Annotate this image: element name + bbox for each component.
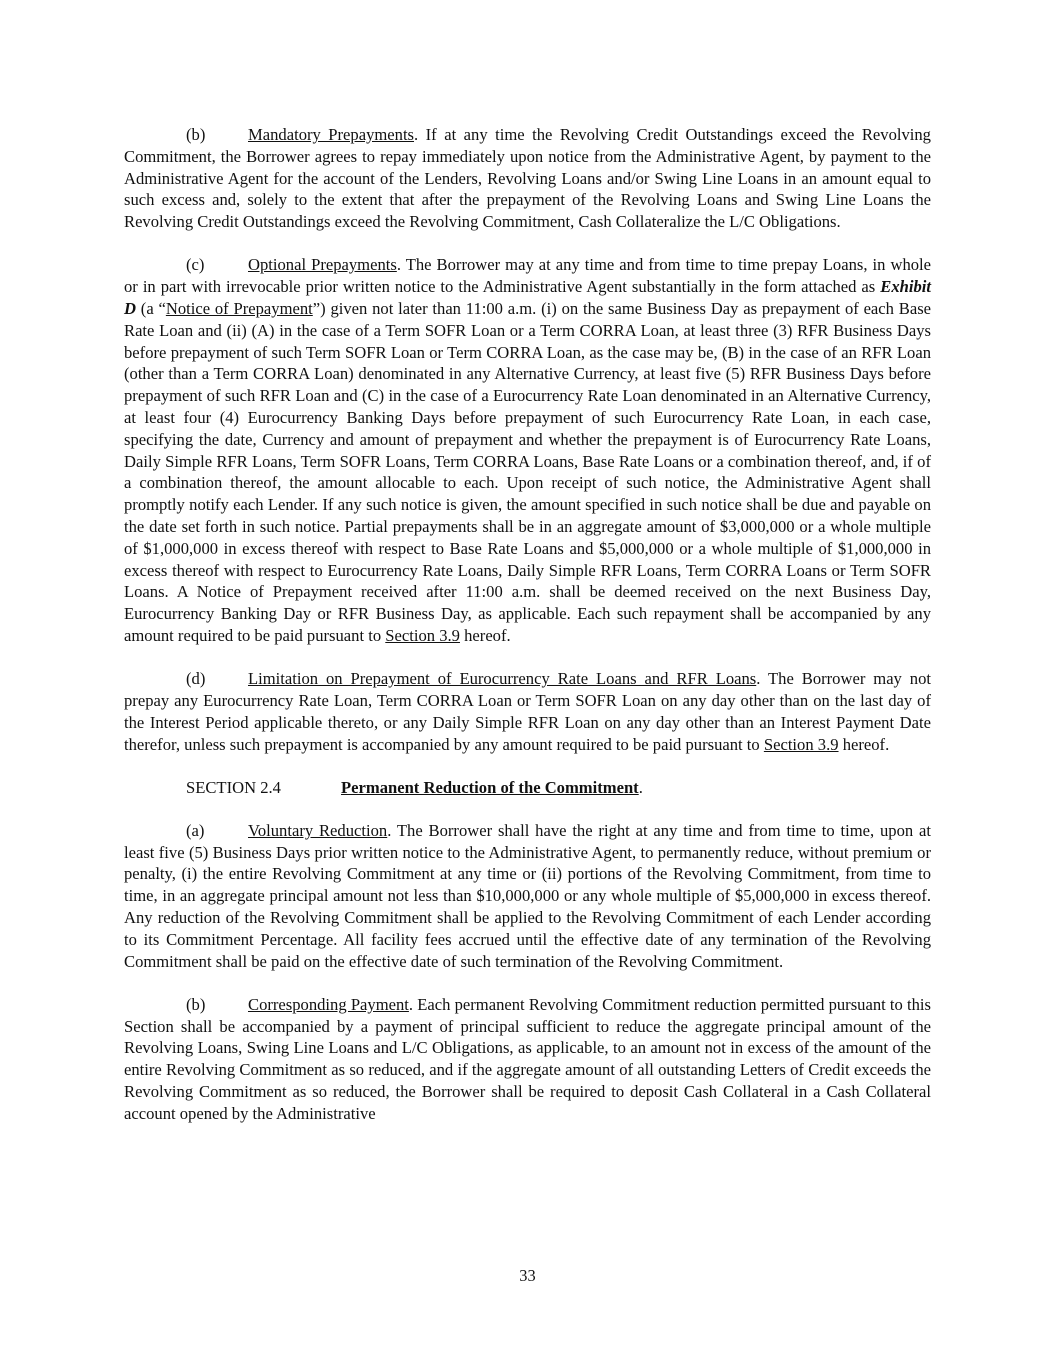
document-page [124,124,931,1146]
paragraph-corresponding-payment: (b) Corresponding Payment. Each permanent Revolving Commitment reduction permitted pursuant to this Section shall be accompanied by a payment of principal sufficient to reduce the aggregate principal amount of the Revolving Loans, Swing Line Loans and L/C Obligations, as applicable, to an amount not in excess of the amount of the entire Revolving Commitment as so reduced, and if the aggregate amount of all outstanding Letters of Credit exceeds the Revolving Commitment as so reduced, the Borrower shall be required to deposit Cash Collateral in a Cash Collateral account opened by the Administrative [124,994,931,1123]
paragraph-voluntary-reduction: (a) Voluntary Reduction. The Borrower shall have the right at any time and from time to time, upon at least five (5) Business Days prior written notice to the Administrative Agent, to permanently reduce, without premium or penalty, (i) the entire Revolving Commitment at any time or (ii) portions of the Revolving Commitment, from time to time, in an aggregate principal amount not less than $10,000,000 or any whole multiple of $5,000,000 in excess thereof. Any reduction of the Revolving Commitment shall be applied to the Revolving Commitment of each Lender according to its Commitment Percentage. All facility fees accrued until the effective date of any termination of the Revolving Commitment shall be paid on the effective date of such termination of the Revolving Commitment. [124,820,932,971]
section-heading: SECTION 2.4 Permanent Reduction of the Commitment. [186,777,643,797]
paragraph-label: (b) [186,125,206,144]
paragraph-mandatory-prepayments: (b) Mandatory Prepayments. If at any time the Revolving Credit Outstandings exceed the Revolving Commitment, the Borrower agrees to repay immediately upon notice from the Administrative Agent, by payment to the Administrative Agent for the account of the Lenders, Revolving Loans and/or Swing Line Loans in an amount equal to such excess and, solely to the extent that after the prepayment of the Revolving Loans and Swing Line Loans the Revolving Credit Outstandings exceed the Revolving Commitment, Cash Collateralize the L/C Obligations. [124,125,931,232]
defined-term: Notice of Prepayment [165,298,313,318]
paragraph-label: (a) [186,820,205,840]
paragraph-label: (d) [186,669,206,689]
paragraph-body: If at any time the Revolving Credit Outstandings exceed the Revolving Commitment, the Borrower agrees to repay immediately upon notice from the Administrative Agent, by payment to the Administrative Agent for the account of the Lenders, Revolving Loans and/or Swing Line Loans in an amount equal to such excess and, solely to the extent that after the prepayment of the Revolving Loans and Swing Line Loans the Revolving Credit Outstandings exceed the Revolving Commitment, Cash Collateralize the L/C Obligations. [124,125,931,232]
paragraph-label: (c) [186,255,205,275]
section-title: Permanent Reduction of the Commitment [341,777,639,797]
paragraph-optional-prepayments: (c) Optional Prepayments. The Borrower may at any time and from time to time prepay Loans, in whole or in part with irrevocable prior written notice to the Administrative Agent substantially in the form attached as Exhibit D (a “Notice of Prepayment”) given not later than 11:00 a.m. (i) on the same Business Day as prepayment of each Base Rate Loan and (ii) (A) in the case of a Term SOFR Loan or a Term CORRA Loan, at least three (3) RFR Business Days before prepayment of such Term SOFR Loan or Term CORRA Loan, as the case may be, (B) in the case of an RFR Loan (other than a Term CORRA Loan) denominated in any Alternative Currency, at least five (5) RFR Business Days before prepayment of such RFR Loan and (C) in the case of a Eurocurrency Rate Loan denominated in an Alternative Currency, at least four (4) Eurocurrency Banking Days before prepayment of such Eurocurrency Rate Loan, in each case, specifying the date, Currency and amount of prepayment and whether the prepayment is of Eurocurrency Rate Loans, Daily Simple RFR Loans, Term SOFR Loans, Term CORRA Loans, Base Rate Loans or a combination thereof, and, if of a combination thereof, the amount allocable to each. Upon receipt of such notice, the Administrative Agent shall promptly notify each Lender. If any such notice is given, the amount specified in such notice shall be due and payable on the date set forth in such notice. Partial prepayments shall be in an aggregate amount of $3,000,000 or a whole multiple of $1,000,000 in excess thereof with respect to Base Rate Loans and $5,000,000 or a whole multiple of $1,000,000 in excess thereof with respect to Eurocurrency Rate Loans, Daily Simple RFR Loans, Term CORRA Loans or Term SOFR Loans. A Notice of Prepayment received after 11:00 a.m. shall be deemed received on the next Business Day, Eurocurrency Banking Day or RFR Business Day, as applicable. Each such repayment shall be accompanied by any amount required to be paid pursuant to Section 3.9 hereof. [124,255,932,645]
paragraph-body: Each permanent Revolving Commitment reduction permitted pursuant to this Section shall be accompanied by a payment of principal sufficient to reduce the aggregate principal amount of the Revolving Loans, Swing Line Loans and L/C Obligations, as applicable, to an amount not in excess of the amount of the entire Revolving Commitment as so reduced, and if the aggregate amount of all outstanding Letters of Credit exceeds the Revolving Commitment as so reduced, the Borrower shall be required to deposit Cash Collateral in a Cash Collateral account opened by the Administrative [124,994,931,1123]
exhibit-reference: Exhibit D [124,277,931,318]
section-reference: Section 3.9 [763,734,839,754]
section-number: SECTION 2.4 [186,777,281,797]
page-number: 33 [519,1266,536,1285]
paragraph-body: ”) given not later than 11:00 a.m. (i) on the same Business Day as prepayment of each Base Rate Loan and (ii) (A) in the case of a Term SOFR Loan or a Term CORRA Loan, at least three (3) RFR Business Days before prepayment of such Term SOFR Loan or Term CORRA Loan, as the case may be, (B) in the case of an RFR Loan (other than a Term CORRA Loan) denominated in any Alternative Currency, at least five (5) RFR Business Days before prepayment of such RFR Loan and (C) in the case of a Eurocurrency Rate Loan denominated in an Alternative Currency, at least four (4) Eurocurrency Banking Days before prepayment of such Eurocurrency Rate Loan, in each case, specifying the date, Currency and amount of prepayment and whether the prepayment is of Eurocurrency Rate Loans, Daily Simple RFR Loans, Term SOFR Loans, Term CORRA Loans, Base Rate Loans or a combination thereof, and, if of a combination thereof, the amount allocable to each. Upon receipt of such notice, the Administrative Agent shall promptly notify each Lender. If any such notice is given, the amount specified in such notice shall be due and payable on the date set forth in such notice. Partial prepayments shall be in an aggregate amount of $3,000,000 or a whole multiple of $1,000,000 in excess thereof with respect to Base Rate Loans and $5,000,000 or a whole multiple of $1,000,000 in excess thereof with respect to Eurocurrency Rate Loans, Daily Simple RFR Loans, Term CORRA Loans or Term SOFR Loans. A Notice of Prepayment received after 11:00 a.m. shall be deemed received on the next Business Day, Eurocurrency Banking Day or RFR Business Day, as applicable. Each such repayment shall be accompanied by any amount required to be paid pursuant to [124,298,932,645]
paragraph-body: The Borrower may at any time and from time to time prepay Loans, in whole or in part with irrevocable prior written notice to the Administrative Agent substantially in the form attached as [124,255,932,297]
paragraph-body: (a “ [140,298,166,318]
paragraph-title: Voluntary Reduction [248,820,388,840]
paragraph-body: The Borrower shall have the right at any time and from time to time, upon at least five (5) Business Days prior written notice to the Administrative Agent, to permanently reduce, without premium or penalty, (i) the entire Revolving Commitment at any time or (ii) portions of the Revolving Commitment, from time to time, in an aggregate principal amount not less than $10,000,000 or any whole multiple of $5,000,000 in excess thereof. Any reduction of the Revolving Commitment shall be applied to the Revolving Commitment of each Lender according to its Commitment Percentage. All facility fees accrued until the effective date of any termination of the Revolving Commitment shall be paid on the effective date of such termination of the Revolving Commitment. [124,820,932,971]
paragraph-body: hereof. [464,625,511,645]
paragraph-title: Limitation on Prepayment of Eurocurrency Rate Loans and RFR Loans [248,669,757,689]
paragraph-body: The Borrower may not prepay any Eurocurrency Rate Loan, Term CORRA Loan or Term SOFR Loan on any day other than on the last day of the Interest Period applicable thereto, or any Daily Simple RFR Loan on any day other than an Interest Payment Date therefor, unless such prepayment is accompanied by any amount required to be paid pursuant to [124,669,931,754]
paragraph-title: Optional Prepayments [248,255,397,275]
paragraph-label: (b) [186,994,206,1014]
paragraph-title: Mandatory Prepayments [248,125,415,144]
paragraph-title: Corresponding Payment [248,994,409,1014]
paragraph-body: hereof. [842,734,890,754]
section-reference: Section 3.9 [385,625,460,645]
paragraph-limitation-on-prepayment: (d) Limitation on Prepayment of Eurocurrency Rate Loans and RFR Loans. The Borrower may not prepay any Eurocurrency Rate Loan, Term CORRA Loan or Term SOFR Loan on any day other than on the last day of the Interest Period applicable thereto, or any Daily Simple RFR Loan on any day other than an Interest Payment Date therefor, unless such prepayment is accompanied by any amount required to be paid pursuant to Section 3.9 hereof. [124,669,931,754]
